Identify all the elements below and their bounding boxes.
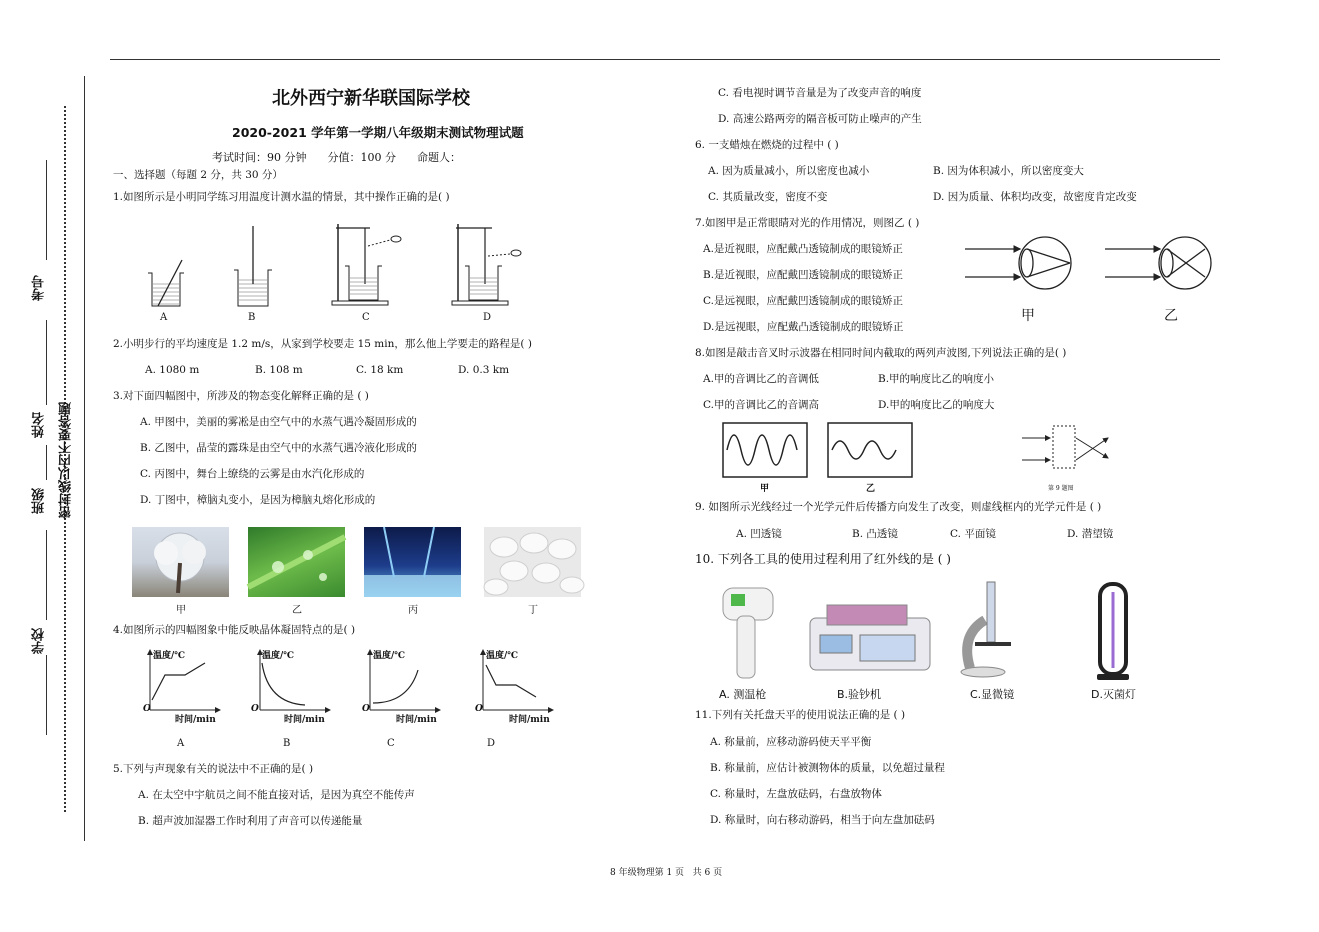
exam-title: 2020-2021 学年第一学期八年级期末测试物理试题 — [232, 125, 524, 140]
q4-curve-b — [262, 663, 305, 705]
q8-option-b: B.甲的响度比乙的响度小 — [878, 373, 995, 385]
q11-option-c: C. 称量时，左盘放砝码，右盘放物体 — [710, 788, 882, 800]
q7-option-d: D.是远视眼，应配戴凸透镜制成的眼镜矫正 — [703, 321, 904, 333]
page-footer: 8 年级物理第 1 页 共 6 页 — [610, 868, 723, 878]
q4-label-d: D — [487, 738, 496, 749]
q8-wave-jia-box — [723, 423, 807, 477]
q4-stem: 4.如图所示的四幅图象中能反映晶体凝固特点的是( ) — [113, 624, 356, 636]
q9-option-a: A. 凹透镜 — [736, 528, 782, 540]
section-title: 一、选择题（每题 2 分，共 30 分） — [113, 169, 283, 181]
q11-option-d: D. 称量时，向右移动游码，相当于向左盘加砝码 — [710, 814, 935, 826]
q10-caption-a: A. 测温枪 — [719, 688, 767, 701]
q9-stem: 9. 如图所示光线经过一个光学元件后传播方向发生了改变，则虚线框内的光学元件是 ( ) — [695, 501, 1102, 513]
q3-option-c: C. 丙图中，舞台上缭绕的云雾是由水汽化形成的 — [140, 468, 365, 480]
q3-option-d: D. 丁图中，樟脑丸变小，是因为樟脑丸熔化形成的 — [140, 494, 376, 506]
q4-curve-d — [486, 665, 536, 697]
q4-xlabel-c: 时间/min — [396, 715, 437, 725]
q5-option-d: D. 高速公路两旁的隔音板可防止噪声的产生 — [718, 113, 922, 125]
q2-option-c: C. 18 km — [356, 364, 404, 376]
q7-eye-yi — [1105, 237, 1211, 289]
q7-option-c: C.是远视眼，应配戴凹透镜制成的眼镜矫正 — [703, 295, 903, 307]
q3-caption-bing: 丙 — [408, 605, 418, 616]
q1-label-a: A — [160, 312, 168, 323]
q4-xlabel-b: 时间/min — [284, 715, 325, 725]
q10-uv-lamp — [1097, 584, 1129, 680]
q4-curve-c — [373, 670, 418, 703]
q2-option-a: A. 1080 m — [145, 364, 200, 376]
q1-label-b: B — [248, 312, 256, 323]
q10-caption-c: C.显微镜 — [970, 688, 1015, 701]
q3-photo-stage-fog — [364, 527, 461, 597]
q10-money-detector — [810, 605, 930, 670]
q4-xlabel-d: 时间/min — [509, 715, 550, 725]
q10-microscope — [961, 582, 1011, 677]
q10-tool-images — [715, 580, 1155, 682]
q4-ylabel-b: 温度/℃ — [262, 651, 295, 661]
q8-option-d: D.甲的响度比乙的响度大 — [878, 399, 995, 411]
q10-caption-d: D.灭菌灯 — [1091, 688, 1136, 701]
q1-label-c: C — [362, 312, 370, 323]
q4-curve-a — [152, 663, 205, 700]
q2-option-b: B. 108 m — [255, 364, 303, 376]
q8-caption-yi: 乙 — [866, 484, 876, 494]
q8-wave-jia — [727, 435, 797, 465]
q6-option-c: C. 其质量改变，密度不变 — [708, 191, 828, 203]
q6-option-d: D. 因为质量、体积均改变，故密度肯定改变 — [933, 191, 1137, 203]
side-xingming-blank — [46, 320, 47, 405]
q11-option-a: A. 称量前，应移动游码使天平平衡 — [710, 736, 872, 748]
side-xingming: 姓名 — [32, 412, 47, 438]
q1-beaker-a — [148, 260, 184, 306]
exam-meta: 考试时间：90 分钟 分值：100 分 命题人： — [212, 151, 461, 164]
q3-caption-jia: 甲 — [176, 605, 186, 616]
q9-option-d: D. 潜望镜 — [1067, 528, 1114, 540]
q9-dashed-box — [1053, 426, 1075, 468]
q4-ylabel-a: 温度/℃ — [153, 651, 186, 661]
q4-xlabel-a: 时间/min — [175, 715, 216, 725]
q10-thermometer-gun — [723, 588, 773, 678]
q3-stem: 3.对下面四幅图中，所涉及的物态变化解释正确的是 ( ) — [113, 390, 369, 402]
q8-option-c: C.甲的音调比乙的音调高 — [703, 399, 819, 411]
q4-origin-b: O — [251, 704, 259, 714]
q1-thermometer-figures — [140, 218, 540, 318]
q9-option-c: C. 平面镜 — [950, 528, 996, 540]
side-xuexiao-blank — [46, 530, 47, 620]
q4-origin-a: O — [143, 704, 151, 714]
side-warning: 密封线以内不要答题 — [59, 402, 74, 519]
q8-wave-yi — [832, 441, 896, 459]
q9-figure-caption: 第 9 题图 — [1048, 485, 1074, 492]
q7-option-b: B.是近视眼，应配戴凹透镜制成的眼镜矫正 — [703, 269, 904, 281]
q7-eye-jia — [965, 237, 1071, 289]
q3-photo-mothballs — [484, 527, 581, 597]
q2-option-d: D. 0.3 km — [458, 364, 510, 376]
q5-option-a: A. 在太空中宇航员之间不能直接对话，是因为真空不能传声 — [138, 789, 415, 801]
q1-beaker-b — [234, 226, 272, 306]
binding-line — [84, 76, 85, 841]
q5-option-b: B. 超声波加湿器工作时利用了声音可以传递能量 — [138, 815, 363, 827]
q11-stem: 11.下列有关托盘天平的使用说法正确的是 ( ) — [695, 709, 906, 721]
q8-option-a: A.甲的音调比乙的音调低 — [703, 373, 819, 385]
q3-photo-dew-leaf — [248, 527, 345, 597]
q6-stem: 6. 一支蜡烛在燃烧的过程中 ( ) — [695, 139, 839, 151]
q4-label-c: C — [387, 738, 395, 749]
q9-optical-diagram — [1020, 422, 1120, 472]
side-banji: 班级 — [32, 488, 47, 514]
q5-option-c: C. 看电视时调节音量是为了改变声音的响度 — [718, 87, 922, 99]
q7-caption-yi: 乙 — [1164, 308, 1178, 324]
q4-label-a: A — [177, 738, 185, 749]
q1-stand-c — [332, 224, 401, 305]
q10-stem: 10. 下列各工具的使用过程利用了红外线的是 ( ) — [695, 552, 951, 566]
q7-eye-diagrams — [960, 232, 1230, 302]
q4-ylabel-d: 温度/℃ — [486, 651, 519, 661]
q8-wave-yi-box — [828, 423, 912, 477]
q1-label-d: D — [483, 312, 492, 323]
q3-photo-frost-tree — [132, 527, 229, 597]
q10-caption-b: B.验钞机 — [837, 688, 882, 701]
q6-option-b: B. 因为体积减小，所以密度变大 — [933, 165, 1084, 177]
top-rule — [110, 59, 1220, 60]
q11-option-b: B. 称量前，应估计被测物体的质量，以免超过量程 — [710, 762, 945, 774]
q4-origin-d: O — [475, 704, 483, 714]
q6-option-a: A. 因为质量减小，所以密度也减小 — [708, 165, 870, 177]
side-kaohao: 考号 — [32, 275, 47, 301]
q5-stem: 5.下列与声现象有关的说法中不正确的是( ) — [113, 763, 314, 775]
q8-stem: 8.如图是敲击音叉时示波器在相同时间内截取的两列声波图,下列说法正确的是( ) — [695, 347, 1067, 359]
side-banji-blank — [46, 445, 47, 480]
q7-option-a: A.是近视眼，应配戴凸透镜制成的眼镜矫正 — [703, 243, 903, 255]
q8-waveforms — [722, 422, 914, 479]
q7-caption-jia: 甲 — [1021, 308, 1035, 324]
q1-stem: 1.如图所示是小明同学练习用温度计测水温的情景，其中操作正确的是( ) — [113, 191, 450, 203]
q3-option-a: A. 甲图中，美丽的雾凇是由空气中的水蒸气遇冷凝固形成的 — [140, 416, 417, 428]
q3-caption-yi: 乙 — [292, 605, 302, 616]
q2-stem: 2.小明步行的平均速度是 1.2 m/s，从家到学校要走 15 min，那么他上学要走的路程是( ) — [113, 338, 532, 350]
q4-label-b: B — [283, 738, 291, 749]
q9-option-b: B. 凸透镜 — [852, 528, 898, 540]
q7-stem: 7.如图甲是正常眼睛对光的作用情况，则图乙 ( ) — [695, 217, 920, 229]
q3-option-b: B. 乙图中，晶莹的露珠是由空气中的水蒸气遇冷液化形成的 — [140, 442, 417, 454]
q4-origin-c: O — [362, 704, 370, 714]
side-xuexiao: 学校 — [32, 628, 47, 654]
q4-ylabel-c: 温度/℃ — [373, 651, 406, 661]
q3-caption-ding: 丁 — [528, 605, 538, 616]
q1-stand-d — [452, 224, 521, 305]
side-xuexiao-blank2 — [46, 655, 47, 735]
q8-caption-jia: 甲 — [760, 484, 770, 494]
side-kaohao-blank — [46, 160, 47, 260]
school-title: 北外西宁新华联国际学校 — [272, 88, 470, 109]
